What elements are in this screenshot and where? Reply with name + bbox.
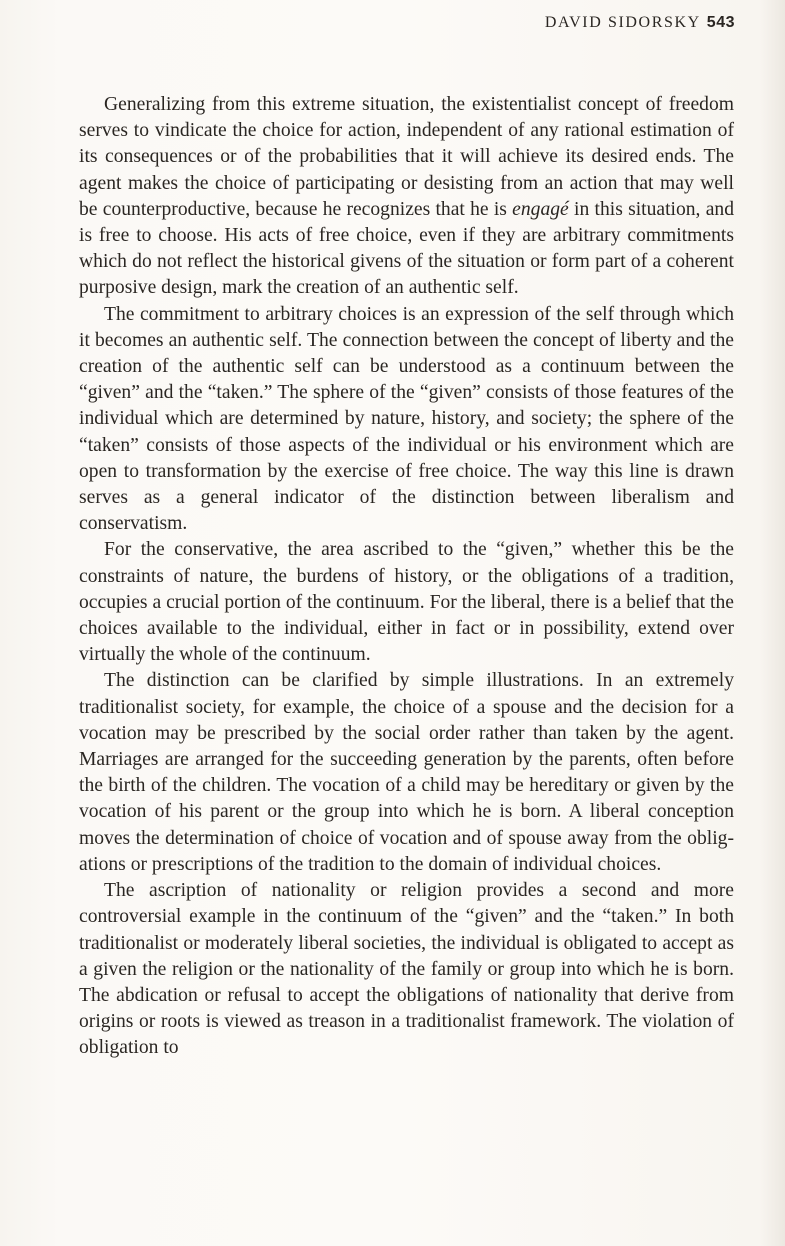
paragraph: The commitment to arbitrary choices is an expression of the self through which it becomes an authentic self. The connection between the concept of liberty and the creation of the authentic self can be understood as a continuum between the “given” and the “taken.” The sphere of the “given” consists of those features of the individual which are determined by nature, history, and society; the sphere of the “taken” consists of those aspects of the individual or his environment which are open to transformation by the exercise of free choice. The way this line is drawn serves as a general indicator of the distinction between liberalism and conservatism. — [79, 303, 734, 535]
emphasis-engage: engagé — [512, 198, 569, 220]
page-number: 543 — [706, 14, 735, 31]
running-head — [545, 14, 735, 32]
paragraph: Generalizing from this extreme situation, the existentialist concept of freedom serves to vindicate the choice for action, independent of any rational estimation of its consequences or of the probabilities that it will achieve its desired ends. The agent makes the choice of participating or desisting from an action that may well be counterproductive, because he recognizes that he is engagé in this situation, and is free to choose. His acts of free choice, even if they are arbitrary commitments which do not reflect the historical givens of the situation or form part of a coherent purposive design, mark the creation of an authentic self. — [79, 94, 734, 299]
paragraph: The distinction can be clarified by simple illustrations. In an extremely traditionalist society, for example, the choice of a spouse and the decision for a vocation may be prescribed by the social order rather than taken by the agent. Marriages are arranged for the succeeding generation by the parents, often before the birth of the children. The vocation of a child may be hereditary or given by the vocation of his parent or the group into which he is born. A liberal conception moves the determination of choice of vocation and of spouse away from the obligations or prescriptions of the tradition to the domain of individual choices. — [79, 670, 734, 875]
body-text — [79, 92, 734, 1062]
paragraph: For the conservative, the area ascribed to the “given,” whether this be the constraints of nature, the burdens of history, or the obligations of a tradition, occupies a crucial portion of the continuum. For the liberal, there is a belief that the choices available to the individual, either in fact or in possibility, extend over virtually the whole of the continuum. — [79, 539, 734, 666]
paragraph: The ascription of nationality or religion provides a second and more controversial example in the continuum of the “given” and the “taken.” In both traditionalist or moderately liberal societies, the individual is obligated to accept as a given the religion or the nationality of the family or group into which he is born. The abdication or refusal to accept the obligations of nationality that derive from origins or roots is viewed as treason in a traditionalist framework. The violation of obligation to — [79, 880, 734, 1059]
author-name: DAVID SIDORSKY — [544, 14, 701, 31]
